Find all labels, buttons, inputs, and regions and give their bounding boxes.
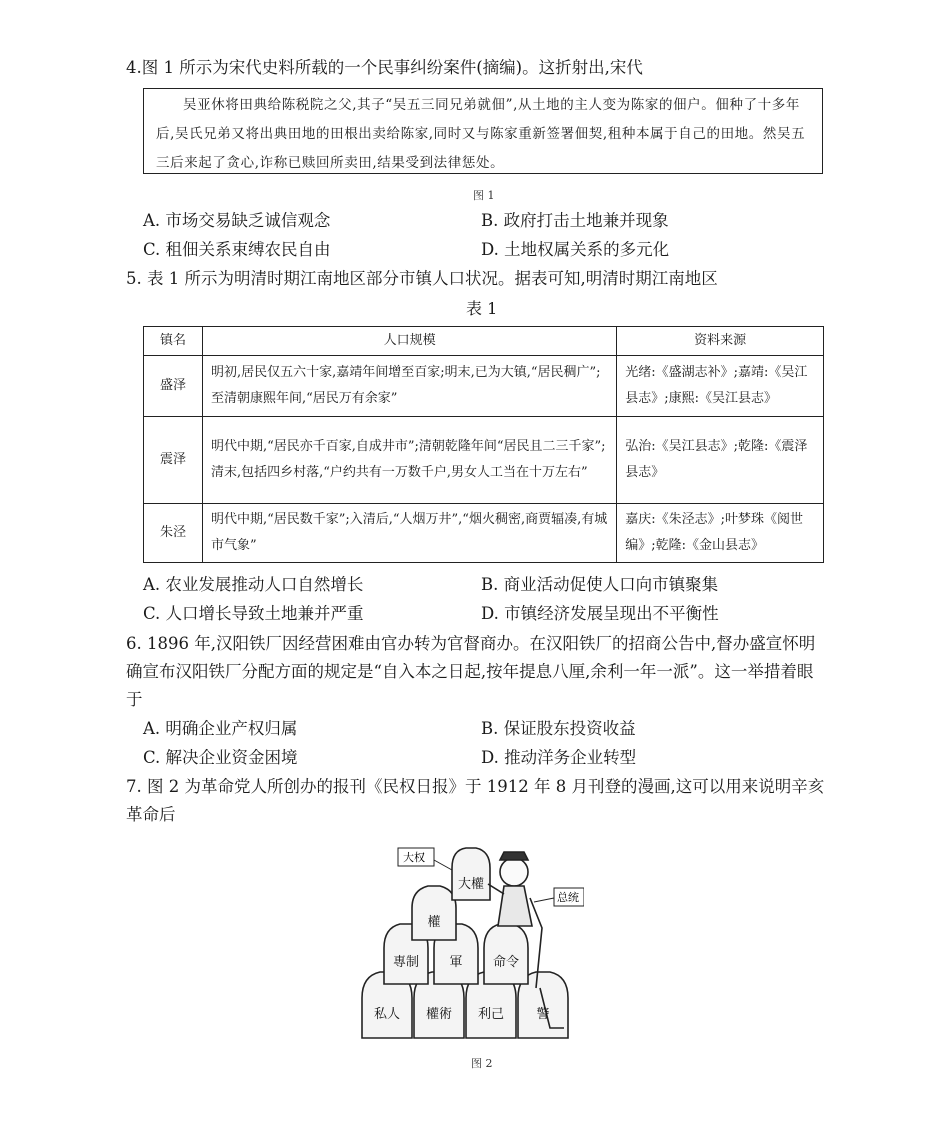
question-6 [126, 630, 828, 714]
bag-label: 命令 [492, 955, 520, 970]
question-4 [126, 54, 826, 82]
table-row [144, 504, 824, 563]
q6-option-b[interactable]: B. 保证股东投资收益 [481, 719, 636, 738]
table-cell-source: 弘治:《吴江县志》;乾隆:《震泽县志》 [617, 417, 824, 504]
question-6-stem: 6. 1896 年,汉阳铁厂因经营困难由官办转为官督商办。在汉阳铁厂的招商公告中,督办盛宣怀明确宣布汉阳铁厂分配方面的规定是“自入本之日起,按年提息八厘,余利一年一派”。这一举措着眼于 [126, 634, 816, 709]
table-cell-source: 嘉庆:《朱泾志》;叶梦珠《阅世编》;乾隆:《金山县志》 [617, 504, 824, 563]
table-cell-population: 明初,居民仅五六十家,嘉靖年间增至百家;明末,已为大镇,“居民稠广”;至清朝康熙年间,“居民万有余家” [202, 356, 616, 417]
table-1 [143, 326, 824, 563]
table-row [144, 417, 824, 504]
table-header-population: 人口规模 [202, 327, 616, 356]
figure-1-textbox [143, 88, 823, 174]
q6-option-a[interactable]: A. 明确企业产权归属 [143, 719, 298, 738]
table-cell-source: 光绪:《盛湖志补》;嘉靖:《吴江县志》;康熙:《吴江县志》 [617, 356, 824, 417]
q4-option-d[interactable]: D. 土地权属关系的多元化 [481, 240, 670, 259]
bag-label-top: 大權 [457, 877, 485, 892]
money-bag-icon [412, 886, 456, 940]
table-row [144, 356, 824, 417]
q5-option-d[interactable]: D. 市镇经济发展呈现出不平衡性 [481, 604, 719, 623]
q4-option-a[interactable]: A. 市场交易缺乏诚信观念 [143, 211, 331, 230]
q4-option-b[interactable]: B. 政府打击土地兼并现象 [481, 211, 669, 230]
bag-label: 警 [536, 1007, 550, 1022]
table-cell-town: 朱泾 [144, 504, 203, 563]
cartoon-label-left: 大权 [403, 852, 425, 864]
table-header-source: 资料来源 [617, 327, 824, 356]
table-header-town: 镇名 [144, 327, 203, 356]
question-4-stem: 4.图 1 所示为宋代史料所载的一个民事纠纷案件(摘编)。这折射出,宋代 [126, 58, 643, 77]
bag-label: 利己 [477, 1007, 505, 1022]
table-cell-town: 震泽 [144, 417, 203, 504]
cartoon-label-right: 总统 [557, 892, 579, 904]
table-cell-population: 明代中期,“居民数千家”;入清后,“人烟万井”,“烟火稠密,商贾辐凑,有城市气象” [202, 504, 616, 563]
q5-option-b[interactable]: B. 商业活动促使人口向市镇聚集 [481, 575, 719, 594]
bag-label: 權術 [425, 1007, 453, 1022]
money-bag-icon [484, 924, 528, 984]
bag-label: 專制 [392, 955, 420, 970]
question-5-stem: 5. 表 1 所示为明清时期江南地区部分市镇人口状况。据表可知,明清时期江南地区 [126, 269, 718, 288]
money-bag-icon [452, 848, 490, 900]
figure-1-caption: 图 1 [473, 189, 495, 202]
q5-option-a[interactable]: A. 农业发展推动人口自然增长 [143, 575, 364, 594]
figure-2-cartoon [354, 838, 584, 1048]
q5-option-c[interactable]: C. 人口增长导致土地兼并严重 [143, 604, 364, 623]
bag-label-middle: 權 [427, 915, 441, 930]
figure-1-text: 吴亚休将田典给陈税院之父,其子“吴五三同兄弟就佃”,从土地的主人变为陈家的佃户。佃种了十多年后,吴氏兄弟又将出典田地的田根出卖给陈家,同时又与陈家重新签署佃契,租种本属于自己的田地。然吴五三后来起了贪心,诈称已赎回所卖田,结果受到法律惩处。 [156, 97, 806, 171]
question-5 [126, 265, 826, 293]
table-cell-population: 明代中期,“居民亦千百家,自成井市”;清朝乾隆年间“居民且二三千家”;清末,包括四乡村落,“户约共有一万数千户,男女人工当在十万左右” [202, 417, 616, 504]
q6-option-c[interactable]: C. 解决企业资金困境 [143, 748, 298, 767]
q4-option-c[interactable]: C. 租佃关系束缚农民自由 [143, 240, 331, 259]
question-7-stem: 7. 图 2 为革命党人所创办的报刊《民权日报》于 1912 年 8 月刊登的漫画,这可以用来说明辛亥革命后 [126, 777, 825, 824]
bag-label: 私人 [373, 1007, 401, 1022]
table-cell-town: 盛泽 [144, 356, 203, 417]
bag-label: 軍 [449, 955, 463, 970]
table-1-title: 表 1 [466, 299, 498, 318]
question-7 [126, 773, 828, 829]
figure-2-caption: 图 2 [471, 1057, 493, 1070]
q6-option-d[interactable]: D. 推动洋务企业转型 [481, 748, 637, 767]
